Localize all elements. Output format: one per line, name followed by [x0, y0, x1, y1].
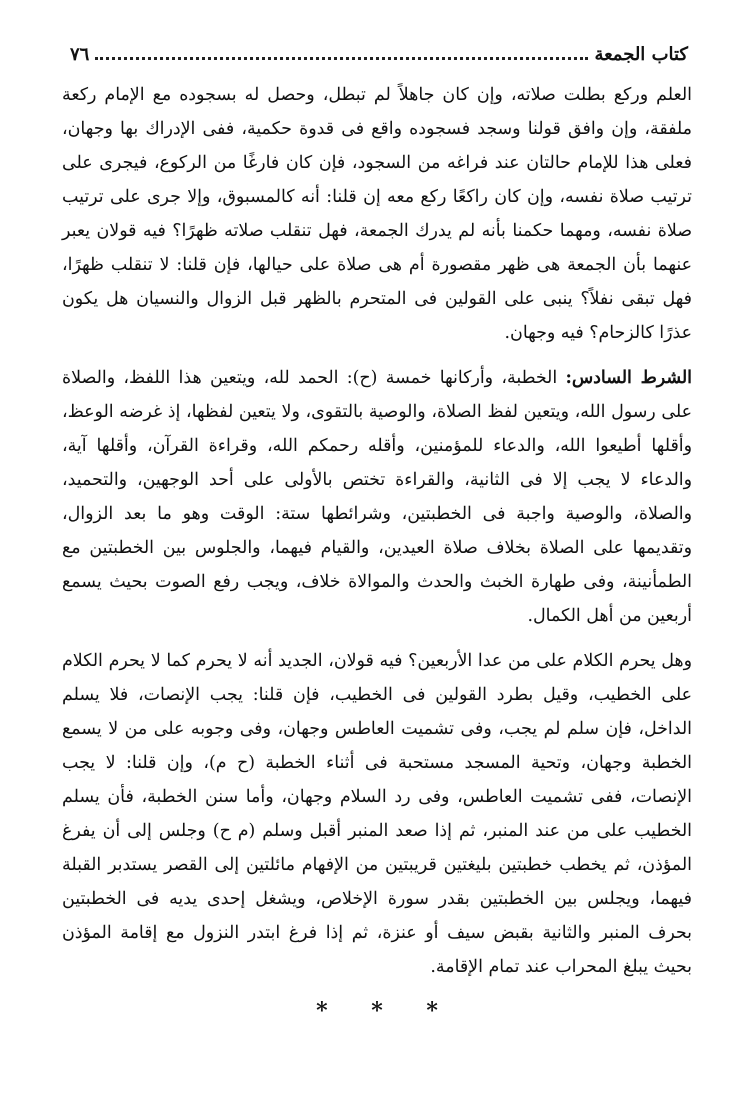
paragraph-text: العلم وركع بطلت صلاته، وإن كان جاهلاً لم تبطل، وحصل له بسجوده مع الإمام ركعة ملفقة، وإن وافق قولنا وسجد فسجوده واقع فى قدوة حكمية، ففى الإدراك بها وجهان، فعلى هذا للإمام حالتان عند فراغه من السجود، فإن كان فارغًا من الركوع، فيجرى على ترتيب صلاة نفسه، وإن كان راكعًا ركع معه إن قلنا: أنه كالمسبوق، وإلا جرى على ترتيب صلاة نفسه، ومهما حكمنا بأنه لم يدرك الجمعة، فهل تنقلب صلاته ظهرًا؟ فيه قولان يعبر عنهما بأن الجمعة هى ظهر مقصورة أم هى صلاة على حيالها، فإن قلنا: لا تنقلب ظهرًا، فهل تبقى نفلاً؟ ينبى على القولين فى المتحرم بالظهر قبل الزوال والنسيان هل يكون عذرًا كالزحام؟ فيه وجهان.	[62, 85, 692, 343]
paragraph	[62, 361, 692, 633]
paragraph	[62, 644, 692, 984]
body-text	[62, 78, 692, 984]
page-number: ٧٦	[70, 44, 90, 65]
section-heading: الشرط السادس:	[565, 368, 692, 388]
page-header	[62, 44, 692, 78]
paragraph	[62, 78, 692, 350]
header-dot-leader	[95, 56, 588, 60]
paragraph-text: الخطبة، وأركانها خمسة (ح): الحمد لله، ويتعين هذا اللفظ، والصلاة على رسول الله، ويتعين لفظ الصلاة، والوصية بالتقوى، ولا يتعين لفظها، إذ غرضه الوعظ، وأقلها أطيعوا الله، والدعاء للمؤمنين، وأقله رحمكم الله، وقراءة القرآن، وأقلها آية، والدعاء لا يجب إلا فى الثانية، والقراءة تختص بالأولى على أحد الوجهين، والتحميد، والصلاة، والوصية واجبة فى الخطبتين، وشرائطها ستة: الوقت وهو ما بعد الزوال، وتقديمها على الصلاة بخلاف صلاة العيدين، والقيام فيهما، والجلوس بين الخطبتين مع الطمأنينة، وفى طهارة الخبث والحدث والموالاة خلاف، ويجب رفع الصوت بحيث يسمع أربعين من أهل الكمال.	[62, 368, 692, 626]
document-page	[62, 44, 692, 1024]
paragraph-text: وهل يحرم الكلام على من عدا الأربعين؟ فيه قولان، الجديد أنه لا يحرم كما لا يحرم الكلام على الخطيب، وقيل بطرد القولين فى الخطيب، فإن قلنا: يجب الإنصات، فلا يسلم الداخل، فإن سلم لم يجب، وفى تشميت العاطس وجهان، وفى وجوبه على من لا يسمع الخطبة وجهان، وتحية المسجد مستحبة فى أثناء الخطبة (ح م)، وإن قلنا: لا يجب الإنصات، ففى تشميت العاطس، وفى رد السلام وجهان، وأما سنن الخطبة، فأن يسلم الخطيب على من عند المنبر، ثم إذا صعد المنبر أقبل وسلم (م ح) وجلس إلى أن يفرغ المؤذن، ثم يخطب خطبتين بليغتين قريبتين من الإفهام مائلتين إلى القصر يستدبر القبلة فيهما، ويجلس بين الخطبتين بقدر سورة الإخلاص، ويشغل إحدى يديه فى الخطبتين بحرف المنبر والثانية بقبض سيف أو عنزة، ثم إذا فرغ ابتدر النزول مع إقامة المؤذن بحيث يبلغ المحراب عند تمام الإقامة.	[62, 651, 692, 977]
section-divider: * * *	[316, 998, 456, 1024]
running-title: كتاب الجمعة	[594, 44, 688, 65]
